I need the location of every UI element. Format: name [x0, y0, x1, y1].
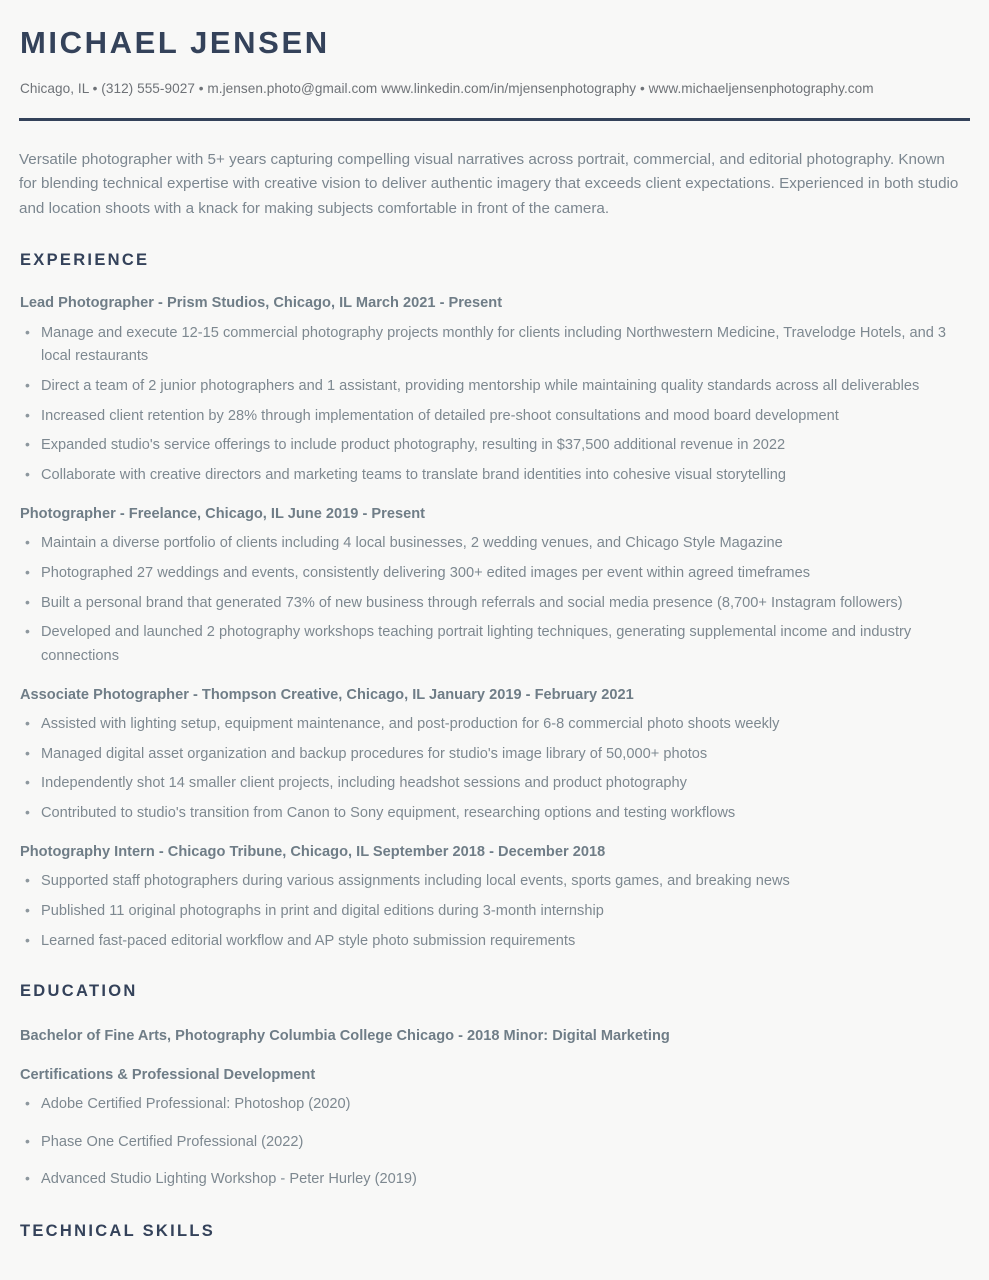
- professional-summary: Versatile photographer with 5+ years capturing compelling visual narratives across portrait, commercial, and editorial photography. Known for blending technical expertise with creative vision to deliver authentic imagery that exceeds client expectations. Experienced in both studio and location shoots with a knack for making subjects comfortable in front of the camera.: [19, 150, 959, 218]
- experience-entry: [19, 505, 970, 669]
- certifications-list: [19, 1093, 970, 1192]
- list-item: • Independently shot 14 smaller client projects, including headshot sessions and product photography: [19, 772, 954, 796]
- experience-section: [19, 250, 970, 954]
- contact-line: Chicago, IL • (312) 555-9027 • m.jensen.photo@gmail.com www.linkedin.com/in/mjensenphotography • www.michaeljensenphotography.com: [20, 80, 874, 96]
- section-title-technical-skills: TECHNICAL SKILLS: [20, 1222, 216, 1241]
- experience-entry-bullets: [19, 322, 970, 488]
- list-item: • Advanced Studio Lighting Workshop - Peter Hurley (2019): [19, 1168, 954, 1192]
- education-degree-line: Bachelor of Fine Arts, Photography Columbia College Chicago - 2018 Minor: Digital Marketing: [20, 1027, 670, 1044]
- header-divider: [19, 118, 970, 121]
- experience-entry-heading: Photography Intern - Chicago Tribune, Chicago, IL September 2018 - December 2018: [20, 843, 606, 860]
- list-item: • Direct a team of 2 junior photographers and 1 assistant, providing mentorship while maintaining quality standards across all deliverables: [19, 375, 954, 399]
- technical-skills-section: [19, 1221, 970, 1242]
- certifications-heading: Certifications & Professional Development: [20, 1066, 316, 1083]
- list-item: • Manage and execute 12-15 commercial photography projects monthly for clients including Northwestern Medicine, Travelodge Hotels, and 3 local restaurants: [19, 322, 954, 369]
- list-item: • Built a personal brand that generated 73% of new business through referrals and social media presence (8,700+ Instagram followers): [19, 592, 954, 616]
- list-item: • Increased client retention by 28% through implementation of detailed pre-shoot consultations and mood board development: [19, 405, 954, 429]
- list-item: • Published 11 original photographs in print and digital editions during 3-month internship: [19, 900, 954, 924]
- list-item: • Learned fast-paced editorial workflow and AP style photo submission requirements: [19, 930, 954, 954]
- list-item: • Phase One Certified Professional (2022): [19, 1131, 954, 1155]
- list-item: • Contributed to studio's transition from Canon to Sony equipment, researching options and testing workflows: [19, 802, 954, 826]
- experience-entry-bullets: [19, 713, 970, 826]
- list-item: • Maintain a diverse portfolio of clients including 4 local businesses, 2 wedding venues, and Chicago Style Magazine: [19, 532, 954, 556]
- list-item: • Expanded studio's service offerings to include product photography, resulting in $37,500 additional revenue in 2022: [19, 434, 954, 458]
- list-item: • Assisted with lighting setup, equipment maintenance, and post-production for 6-8 commercial photo shoots weekly: [19, 713, 954, 737]
- section-title-experience: EXPERIENCE: [20, 250, 150, 269]
- list-item: • Developed and launched 2 photography workshops teaching portrait lighting techniques, generating supplemental income and industry connections: [19, 621, 954, 668]
- list-item: • Supported staff photographers during various assignments including local events, sports games, and breaking news: [19, 870, 954, 894]
- list-item: • Managed digital asset organization and backup procedures for studio's image library of 50,000+ photos: [19, 743, 954, 767]
- experience-entry-heading: Associate Photographer - Thompson Creative, Chicago, IL January 2019 - February 2021: [20, 686, 634, 703]
- section-title-education: EDUCATION: [20, 982, 138, 1001]
- experience-entry-bullets: [19, 532, 970, 668]
- experience-entry: [19, 843, 970, 954]
- list-item: • Adobe Certified Professional: Photoshop (2020): [19, 1093, 954, 1117]
- candidate-name: MICHAEL JENSEN: [20, 25, 330, 60]
- experience-entry: [19, 294, 970, 488]
- list-item: • Photographed 27 weddings and events, consistently delivering 300+ edited images per event within agreed timeframes: [19, 562, 954, 586]
- experience-entry: [19, 686, 970, 826]
- list-item: • Collaborate with creative directors and marketing teams to translate brand identities into cohesive visual storytelling: [19, 464, 954, 488]
- education-section: [19, 981, 970, 1192]
- experience-entry-heading: Photographer - Freelance, Chicago, IL June 2019 - Present: [20, 505, 425, 522]
- experience-entry-bullets: [19, 870, 970, 953]
- experience-entry-heading: Lead Photographer - Prism Studios, Chicago, IL March 2021 - Present: [20, 295, 503, 312]
